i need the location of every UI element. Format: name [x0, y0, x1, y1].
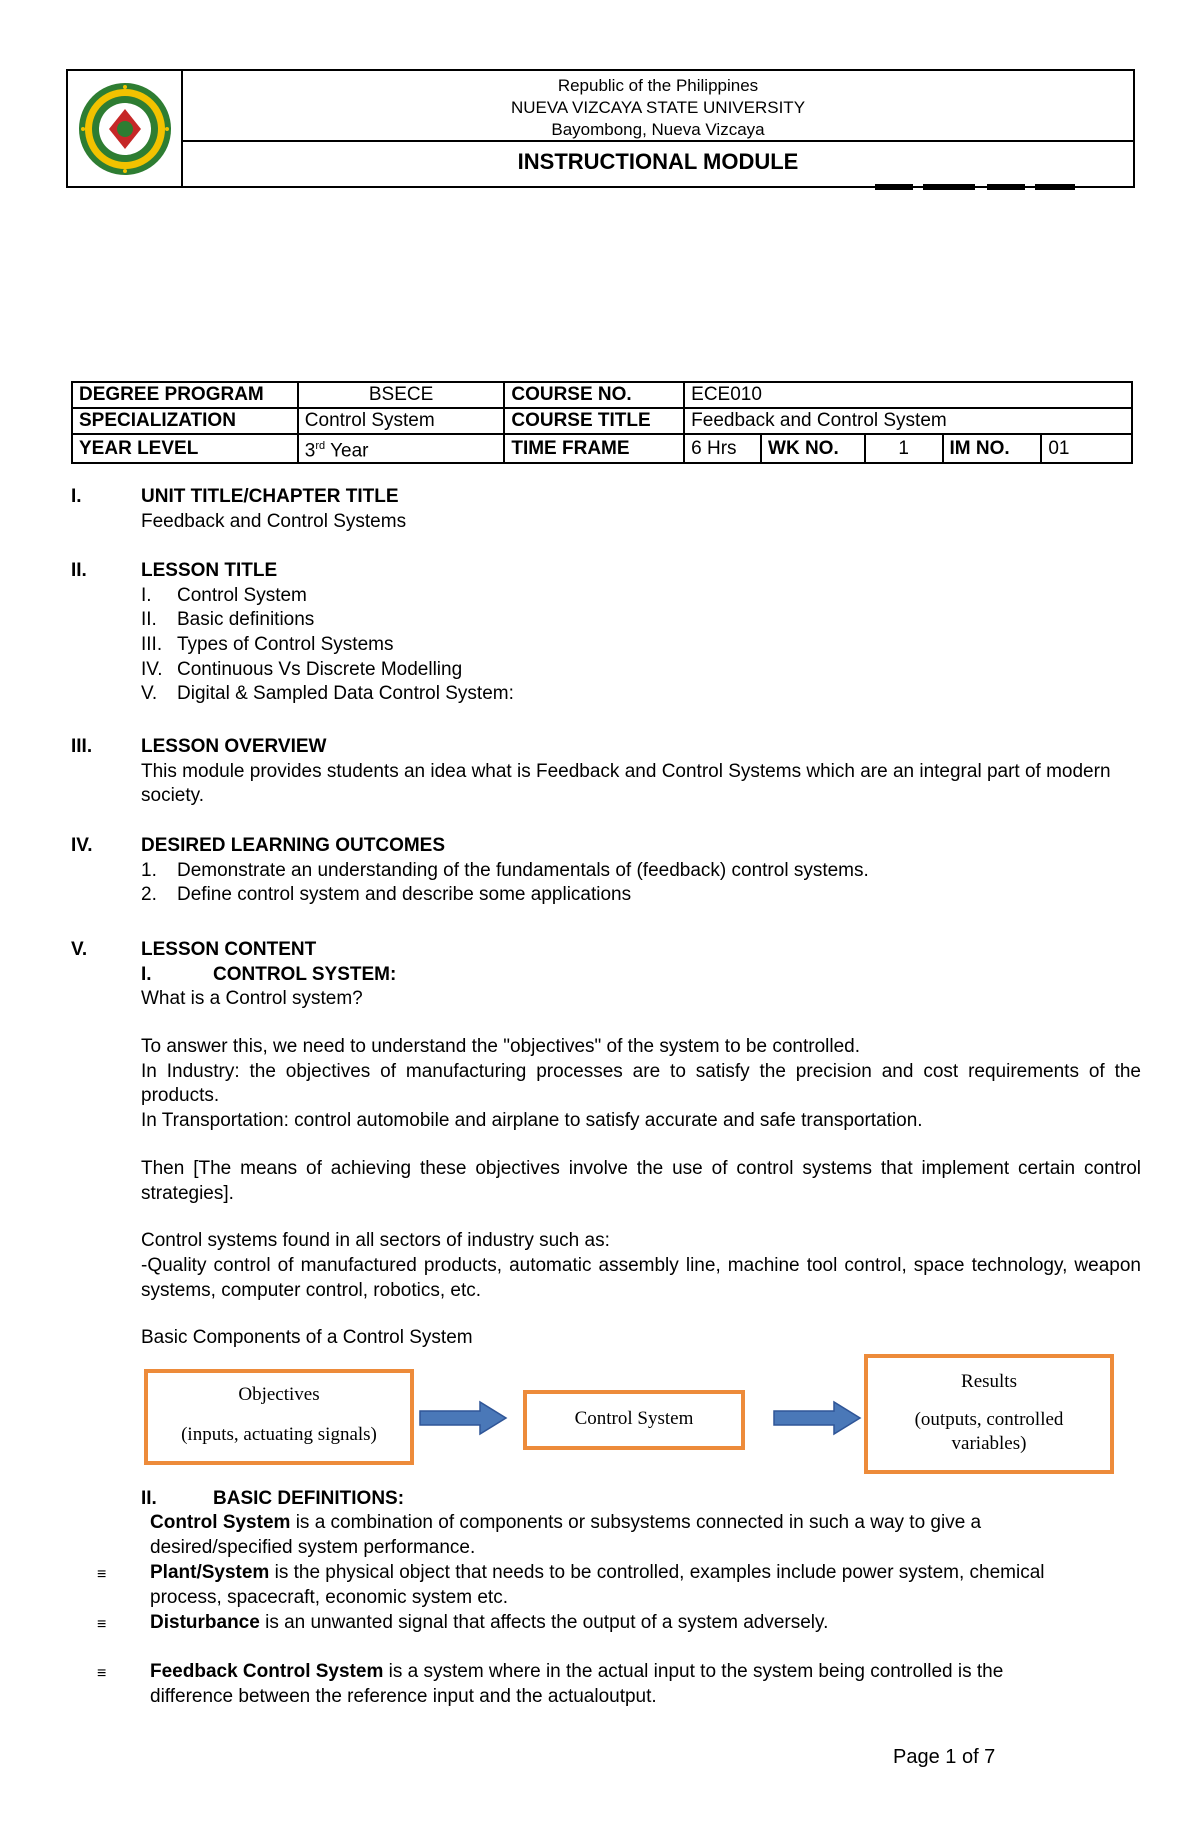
list-item-text: Types of Control Systems — [177, 634, 394, 656]
definition-control-system — [150, 1511, 1080, 1560]
section-text: This module provides students an idea what is Feedback and Control Systems which are an integral part of modern society. — [141, 760, 1111, 807]
paragraph: -Quality control of manufactured products, automatic assembly line, machine tool control, space technology, weapon systems, computer control, robotics, etc. — [141, 1254, 1141, 1301]
section-number: IV. — [71, 835, 93, 856]
subsection-number: II. — [141, 1488, 157, 1509]
definition-term: Control System — [150, 1512, 291, 1533]
subsection-title: CONTROL SYSTEM: — [213, 963, 397, 985]
arrow-right-icon — [772, 1400, 862, 1436]
subsection-number: I. — [141, 963, 152, 985]
paragraph: In Industry: the objectives of manufacturing processes are to satisfy the precision and cost requirements of the products. — [141, 1060, 1141, 1107]
wk-no-label: WK NO. — [761, 434, 865, 463]
section-number: III. — [71, 736, 93, 757]
bullet-icon: ≡ — [97, 1566, 107, 1583]
list-marker: III. — [141, 634, 163, 656]
specialization-label: SPECIALIZATION — [72, 408, 298, 434]
course-title-label: COURSE TITLE — [504, 408, 684, 434]
list-item-text: Digital & Sampled Data Control System: — [177, 683, 514, 705]
paragraph: To answer this, we need to understand the "objectives" of the system to be controlled. — [141, 1036, 861, 1058]
list-item — [141, 608, 1141, 633]
subsection-heading — [141, 1487, 405, 1512]
definition-disturbance — [150, 1611, 1080, 1636]
degree-program-value: BSECE — [298, 382, 505, 408]
box-title: Objectives — [238, 1384, 320, 1405]
list-marker: IV. — [141, 658, 163, 680]
question-text: What is a Control system? — [141, 988, 363, 1010]
list-item-text: Continuous Vs Discrete Modelling — [177, 658, 463, 680]
diagram-box-control-system — [523, 1390, 745, 1450]
list-marker: 1. — [141, 859, 157, 881]
list-item-text: Demonstrate an understanding of the fundamentals of (feedback) control systems. — [177, 859, 869, 881]
diagram-caption: Basic Components of a Control System — [141, 1327, 473, 1349]
outcomes-list — [141, 859, 1141, 908]
time-frame-label: TIME FRAME — [504, 434, 684, 463]
time-frame-value: 6 Hrs — [684, 434, 761, 463]
year-level-suffix: rd — [315, 440, 326, 452]
table-row — [72, 382, 1132, 408]
paragraph: In Transportation: control automobile and airplane to satisfy accurate and safe transportation. — [141, 1110, 923, 1132]
box-title: Results — [961, 1371, 1017, 1392]
list-item — [141, 633, 1141, 658]
definition-text: is a combination of components or subsystems connected in such a way to give a desired/specified system performance. — [150, 1512, 982, 1558]
section-text: Feedback and Control Systems — [141, 510, 407, 532]
header-underline-marks — [875, 184, 1075, 190]
list-item-text: Control System — [177, 584, 307, 606]
bullet-icon: ≡ — [97, 1665, 107, 1682]
section-heading: DESIRED LEARNING OUTCOMES — [141, 835, 446, 856]
section-unit-title — [71, 485, 1141, 534]
header-line-location: Bayombong, Nueva Vizcaya — [551, 120, 765, 139]
table-row — [72, 434, 1132, 463]
section-learning-outcomes — [71, 834, 1141, 908]
box-title: Control System — [574, 1408, 694, 1429]
section-lesson-overview — [71, 735, 1141, 809]
list-marker: II. — [141, 609, 157, 631]
module-title: INSTRUCTIONAL MODULE — [517, 149, 799, 174]
section-lesson-title — [71, 559, 1141, 707]
definition-term: Plant/System — [150, 1562, 270, 1583]
section-number: I. — [71, 486, 82, 507]
list-item — [141, 859, 1141, 884]
section-lesson-content — [71, 938, 1141, 1351]
list-item — [141, 584, 1141, 609]
section-heading: LESSON OVERVIEW — [141, 736, 327, 757]
definition-feedback-control-system — [150, 1660, 1080, 1709]
paragraph: Control systems found in all sectors of industry such as: — [141, 1230, 610, 1252]
im-no-value: 01 — [1041, 434, 1132, 463]
list-marker: V. — [141, 683, 158, 705]
diagram-box-objectives — [144, 1369, 414, 1465]
subsection-title: BASIC DEFINITIONS: — [213, 1488, 405, 1509]
section-number: V. — [71, 939, 88, 960]
section-heading: LESSON TITLE — [141, 560, 278, 581]
definition-term: Feedback Control System — [150, 1661, 384, 1682]
table-row — [72, 408, 1132, 434]
course-no-label: COURSE NO. — [504, 382, 684, 408]
arrow-right-icon — [418, 1400, 508, 1436]
degree-program-label: DEGREE PROGRAM — [72, 382, 298, 408]
list-marker: 2. — [141, 884, 157, 906]
box-subtitle: (inputs, actuating signals) — [181, 1424, 377, 1445]
course-info-table — [71, 381, 1133, 464]
section-heading: LESSON CONTENT — [141, 939, 317, 960]
specialization-value: Control System — [298, 408, 505, 434]
subsection-heading — [141, 963, 1141, 988]
year-level-value — [298, 434, 505, 463]
list-item — [141, 658, 1141, 683]
document-header — [66, 69, 1135, 188]
year-level-word: Year — [325, 440, 369, 462]
box-subtitle: (outputs, controlled variables) — [914, 1409, 1064, 1454]
course-no-value: ECE010 — [684, 382, 1132, 408]
list-item — [141, 682, 1141, 707]
im-no-label: IM NO. — [943, 434, 1042, 463]
university-seal-logo — [68, 71, 183, 186]
course-title-value: Feedback and Control System — [684, 408, 1132, 434]
list-item-text: Define control system and describe some applications — [177, 884, 632, 906]
bullet-icon: ≡ — [97, 1616, 107, 1633]
paragraph: Then [The means of achieving these objectives involve the use of control systems that implement certain control strategies]. — [141, 1157, 1141, 1204]
year-level-number: 3 — [304, 440, 316, 462]
definition-text: is a system where in the actual input to the system being controlled is the difference between the reference input and the actualoutput. — [150, 1661, 1004, 1707]
list-marker: I. — [141, 584, 152, 606]
wk-no-value: 1 — [865, 434, 943, 463]
section-number: II. — [71, 560, 87, 581]
list-item-text: Basic definitions — [177, 609, 315, 631]
header-line-republic: Republic of the Philippines — [557, 76, 759, 95]
definition-plant-system — [150, 1561, 1080, 1610]
page-number: Page 1 of 7 — [893, 1746, 996, 1768]
list-item — [141, 883, 1141, 908]
header-line-university: NUEVA VIZCAYA STATE UNIVERSITY — [510, 98, 806, 117]
definition-text: is an unwanted signal that affects the output of a system adversely. — [259, 1612, 829, 1633]
lesson-title-list — [141, 584, 1141, 707]
section-heading: UNIT TITLE/CHAPTER TITLE — [141, 486, 399, 507]
diagram-box-results — [864, 1354, 1114, 1474]
definition-term: Disturbance — [150, 1612, 260, 1633]
definition-text: is the physical object that needs to be controlled, examples include power system, chemical process, spacecraft, economic system etc. — [150, 1562, 1045, 1608]
header-institution-block — [183, 71, 1133, 142]
year-level-label: YEAR LEVEL — [72, 434, 298, 463]
seal-icon — [77, 81, 173, 177]
